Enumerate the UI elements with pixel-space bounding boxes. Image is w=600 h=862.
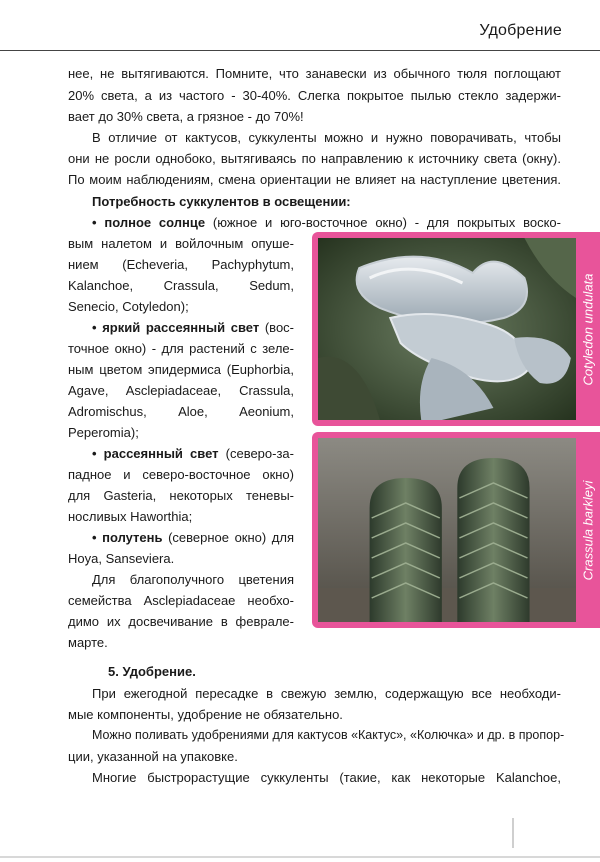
bold-term: • полутень — [92, 530, 163, 545]
text-line: димо их досвечивание в феврале- — [68, 614, 294, 629]
text-line — [92, 213, 561, 232]
text-line: Kalanchoe, Crassula, Sedum, — [68, 278, 294, 293]
text-line: В отличие от кактусов, суккуленты можно и нужно поворачивать, чтобы — [92, 130, 561, 145]
bold-term: • полное солнце — [92, 215, 206, 230]
text-line: точное окно) - для растений с зеле- — [68, 341, 294, 356]
section-subheading: Потребность суккулентов в освещении: — [92, 194, 351, 209]
text-line: ным цветом эпидермиса (Euphorbia, — [68, 362, 294, 377]
bold-term: • рассеянный свет — [92, 446, 219, 461]
text-line: Hoya, Sanseviera. — [68, 551, 175, 566]
section-heading: 5. Удобрение. — [108, 664, 196, 679]
text-span: (южное и юго-восточное окно) - для покрытых воско- — [205, 215, 561, 230]
text-line — [92, 318, 294, 337]
margin-mark — [512, 818, 514, 848]
text-line: для Gasteria, некоторых теневы- — [68, 488, 294, 503]
text-line: ции, указанной на упаковке. — [68, 749, 238, 764]
text-line: Можно поливать удобрениями для кактусов «Кактус», «Колючка» и др. в пропор- — [92, 728, 565, 742]
header-rule — [0, 50, 600, 51]
text-line: Peperomia); — [68, 425, 139, 440]
text-line: семейства Asclepiadaceae необхо- — [68, 593, 294, 608]
text-line: они не росли однобоко, вытягиваясь по направлению к источнику света (окну). — [68, 151, 561, 166]
caption-cotyledon: Cotyledon undulata — [580, 272, 596, 386]
running-header: Удобрение — [479, 22, 562, 39]
text-line: При ежегодной пересадке в свежую землю, содержащую все необходи- — [92, 686, 561, 701]
text-line: нее, не вытягиваются. Помните, что занавески из обычного тюля поглощают — [68, 66, 561, 81]
text-line: Senecio, Cotyledon); — [68, 299, 189, 314]
text-line: вым налетом и войлочным опуше- — [68, 236, 294, 251]
page-bottom-edge — [0, 856, 600, 858]
photo-frame-cotyledon — [312, 232, 600, 426]
text-line: вает до 30% света, а грязное - до 70%! — [68, 109, 304, 124]
text-line — [92, 528, 294, 547]
text-line: Для благополучного цветения — [92, 572, 294, 587]
text-line: Agave, Asclepiadaceae, Crassula, — [68, 383, 294, 398]
text-line: По моим наблюдениям, смена ориентации не влияет на наступление цветения. — [68, 172, 561, 187]
text-line: падное и северо-восточное окно) — [68, 467, 294, 482]
text-line: Adromischus, Aloe, Aeonium, — [68, 404, 294, 419]
text-line — [92, 444, 294, 463]
caption-crassula: Crassula barkleyi — [580, 480, 596, 580]
crassula-photo — [318, 438, 576, 622]
text-line: Многие быстрорастущие суккуленты (такие, как некоторые Kalanchoe, — [92, 770, 561, 785]
cotyledon-photo — [318, 238, 576, 420]
text-line: 20% света, а из частого - 30-40%. Слегка покрытое пылью стекло задержи- — [68, 88, 561, 103]
text-line: носливых Haworthia; — [68, 509, 193, 524]
bold-term: • яркий рассеянный свет — [92, 320, 260, 335]
text-span: (северо-за- — [218, 446, 294, 461]
text-span: (вос- — [259, 320, 295, 335]
text-line: марте. — [68, 635, 108, 650]
text-line: мые компоненты, удобрение не обязательно. — [68, 707, 343, 722]
photo-frame-crassula — [312, 432, 600, 628]
text-span: (северное окно) для — [162, 530, 294, 545]
text-line: нием (Echeveria, Pachyphytum, — [68, 257, 294, 272]
